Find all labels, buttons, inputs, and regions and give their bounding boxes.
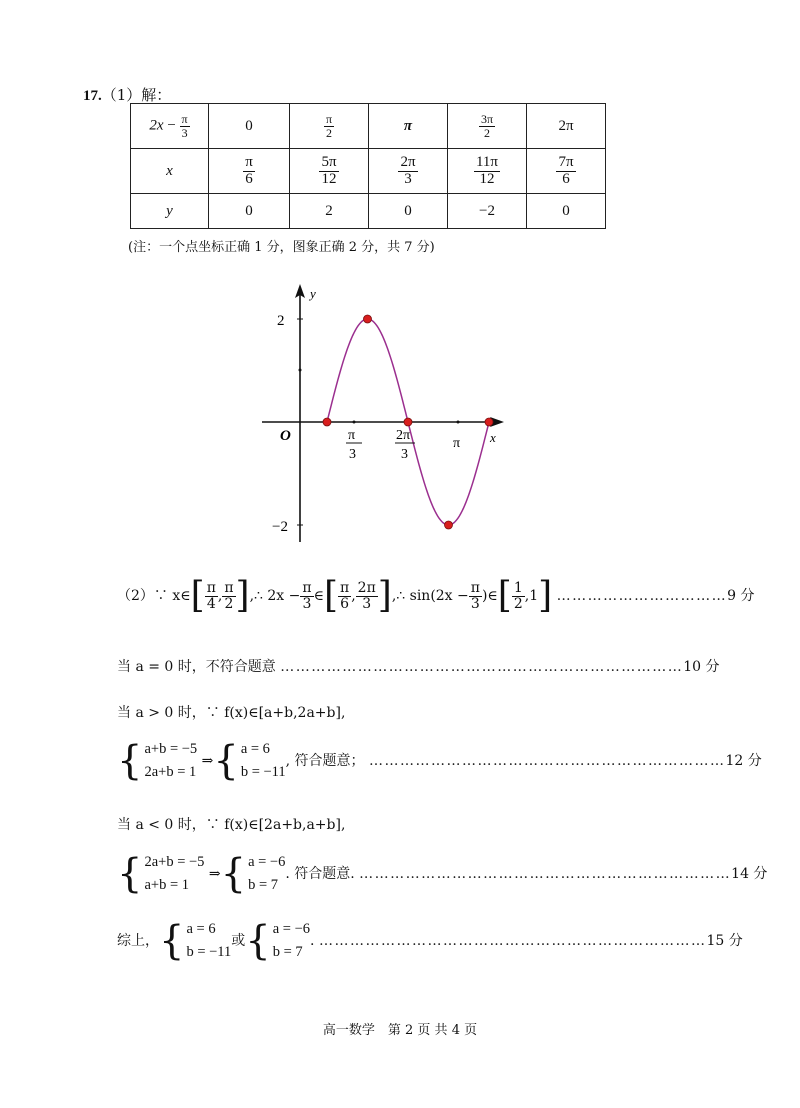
math-text: ,∴ sin(2x − <box>391 588 469 604</box>
scoring-note: (注：一个点坐标正确 1 分，图象正确 2 分，共 7 分) <box>128 240 435 255</box>
frac-num: π <box>302 579 312 596</box>
table-cell: $\frac{\pi}{6}$ <box>209 149 290 194</box>
key-point <box>485 418 493 426</box>
x-tick-label-num: 2π <box>396 428 411 443</box>
frac-den: 2 <box>224 595 234 612</box>
case-negative-line: 当 a < 0 时，∵ f(x)∈[2a+b,a+b], <box>117 817 346 833</box>
case-zero-line <box>117 656 720 676</box>
equation: a = 6 <box>240 741 270 757</box>
y-tick-dot <box>299 369 302 372</box>
equation: b = 7 <box>272 944 303 961</box>
question-header <box>83 84 171 105</box>
key-point <box>364 315 372 323</box>
leader-dots: …………………………… <box>556 588 728 604</box>
table-row <box>131 104 606 149</box>
value-table <box>130 103 606 229</box>
question-number: 17. <box>83 88 102 104</box>
score-label: 9 分 <box>727 588 755 604</box>
equation: a+b = 1 <box>144 877 189 894</box>
table-cell: 0 <box>527 194 606 229</box>
case-positive-line: 当 a > 0 时，∵ f(x)∈[a+b,2a+b], <box>117 705 346 721</box>
summary-line: 综上，{ a = 6 b = −11 或{ a = −6 b = 7 . …………………………………………………………………15 分 <box>117 918 743 965</box>
equation: b = −11 <box>240 764 286 781</box>
y-axis-label: y <box>310 286 316 301</box>
frac-num: π <box>340 579 350 596</box>
leader-dots: ……………………………………………………………… <box>359 866 732 883</box>
frac-num: 2π <box>357 579 376 596</box>
frac-den: 2 <box>513 595 523 612</box>
leader-dots: …………………………………………………………… <box>369 753 726 770</box>
score-label: 10 分 <box>683 659 720 675</box>
table-cell: $\frac{\pi}{2}$ <box>290 104 369 149</box>
key-point <box>404 418 412 426</box>
table-row <box>131 149 606 194</box>
frac-num: π <box>206 579 216 596</box>
table-cell: 0 <box>209 194 290 229</box>
table-cell: $\frac{11\pi}{12}$ <box>448 149 527 194</box>
case-text: . <box>310 933 315 950</box>
math-text: ∵ x∈ <box>153 588 191 604</box>
leader-dots: …………………………………………………………………… <box>280 659 684 675</box>
case-text: . 符合题意. <box>285 866 355 883</box>
x-tick-label-num: π <box>348 428 356 443</box>
key-point <box>323 418 331 426</box>
table-row-label: x <box>131 149 209 194</box>
y-tick-label-top: 2 <box>277 313 285 329</box>
key-point <box>445 521 453 529</box>
part1-label: （1）解： <box>101 86 172 104</box>
part2-line: （2）∵ x∈[ $\frac{\pi}{4}$ , $\frac{\pi}{2}$ ],∴ 2x − $\frac{\pi}{3}$ ∈[ $\frac{\pi}{6}$ , $\frac{2\pi}{3}$ ],∴ sin(2x − $\frac{\pi}{3}$ )∈[ $\frac{1}{2}$ ,1] ……………………………9 分 <box>117 575 755 616</box>
math-text: )∈ <box>481 588 498 604</box>
score-label: 12 分 <box>725 753 762 770</box>
case-text: , 符合题意； <box>285 753 365 770</box>
table-cell: 2 <box>290 194 369 229</box>
table-row <box>131 194 606 229</box>
implies-symbol: ⇒ <box>208 866 221 883</box>
equation: b = 7 <box>248 877 278 894</box>
x-tick-dot <box>457 421 460 424</box>
equation: a = −6 <box>248 854 286 870</box>
implies-symbol: ⇒ <box>201 753 214 770</box>
equation: a = −6 <box>272 921 311 937</box>
or-word: 或 <box>231 933 246 950</box>
sine-graph <box>250 280 520 550</box>
frac-num: 1 <box>513 579 523 596</box>
x-tick-label-den: 3 <box>401 447 408 462</box>
table-cell: −2 <box>448 194 527 229</box>
equation: 2a+b = −5 <box>144 854 205 870</box>
frac-den: 3 <box>302 595 312 612</box>
score-label: 15 分 <box>706 933 743 950</box>
math-text: ∈ <box>313 588 324 604</box>
table-cell: π <box>369 104 448 149</box>
table-row-label: 2x − $\frac{\pi}{3}$ <box>131 104 209 149</box>
frac-num: π <box>224 579 234 596</box>
table-cell: $\frac{2\pi}{3}$ <box>369 149 448 194</box>
frac-den: 4 <box>206 595 216 612</box>
math-text: ,∴ 2x − <box>249 588 301 604</box>
case-text: 当 a = 0 时，不符合题意 <box>117 659 276 675</box>
x-tick-dot <box>353 421 356 424</box>
x-tick-label-den: 3 <box>349 447 356 462</box>
frac-den: 6 <box>340 595 350 612</box>
summary-lead: 综上， <box>117 933 159 950</box>
frac-den: 3 <box>362 595 372 612</box>
y-tick-label-bottom: −2 <box>272 519 288 535</box>
origin-label: O <box>280 428 291 444</box>
leader-dots: ………………………………………………………………… <box>318 933 707 950</box>
table-cell: $\frac{5\pi}{12}$ <box>290 149 369 194</box>
table-cell: $\frac{7\pi}{6}$ <box>527 149 606 194</box>
equation: a = 6 <box>186 921 216 937</box>
table-cell: 0 <box>209 104 290 149</box>
table-cell: 0 <box>369 194 448 229</box>
x-tick-label: π <box>453 436 461 451</box>
equation: b = −11 <box>186 944 232 961</box>
table-row-label: y <box>131 194 209 229</box>
table-cell: $\frac{3\pi}{2}$ <box>448 104 527 149</box>
score-label: 14 分 <box>731 866 768 883</box>
equation: a+b = −5 <box>144 741 198 757</box>
case-negative-system: { 2a+b = −5 a+b = 1 ⇒{ a = −6 b = 7 . 符合题意. ………………………………………………………………14 分 <box>117 851 768 898</box>
case-positive-system: { a+b = −5 2a+b = 1 ⇒{ a = 6 b = −11 , 符合题意； ……………………………………………………………12 分 <box>117 738 762 785</box>
page-footer: 高一数学 第 2 页 共 4 页 <box>322 1023 478 1038</box>
table-cell: 2π <box>527 104 606 149</box>
math-text: ,1 <box>524 588 539 604</box>
part2-label: （2） <box>117 588 154 604</box>
equation: 2a+b = 1 <box>144 764 197 781</box>
x-axis-label: x <box>490 430 496 445</box>
